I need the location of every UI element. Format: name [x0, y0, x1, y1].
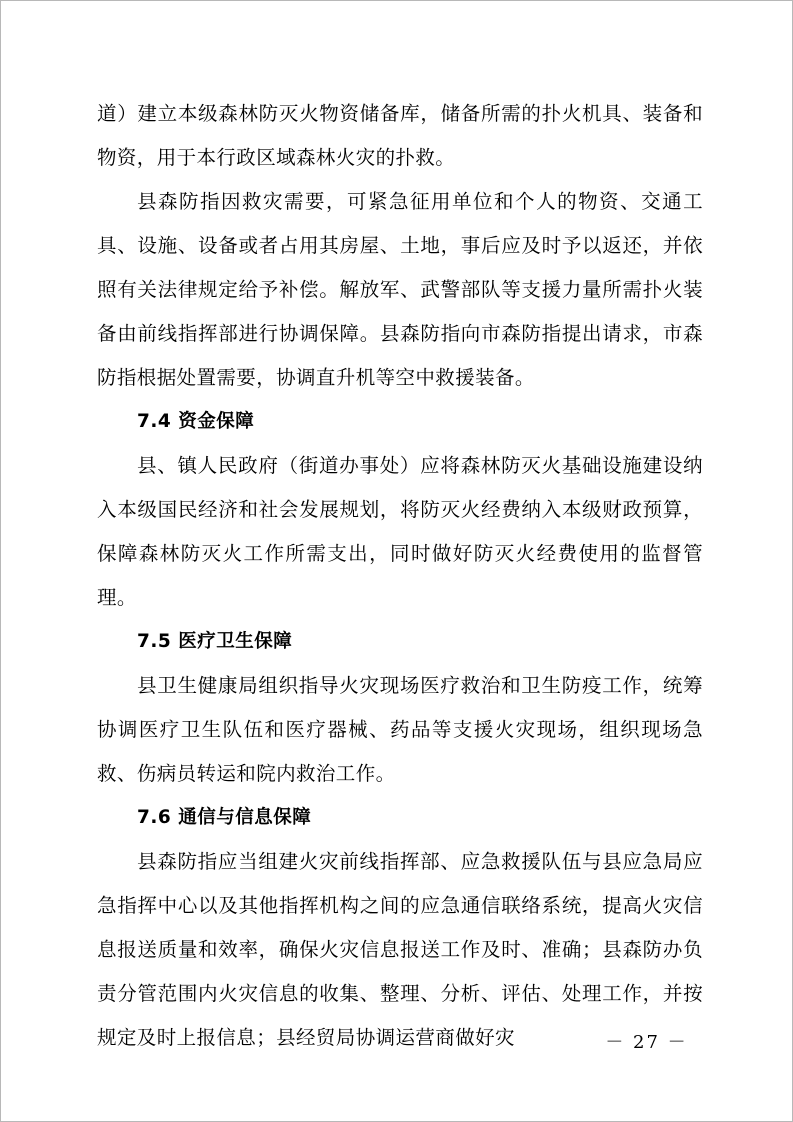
paragraph-emergency-requisition: 县森防指因救灾需要，可紧急征用单位和个人的物资、交通工具、设施、设备或者占用其房屋、土地，事后应及时予以返还，并依照有关法律规定给予补偿。解放军、武警部队等支援力量所需扑火装备由前线指挥部进行协调保障。县森防指向市森防指提出请求，市森防指根据处置需要，协调直升机等空中救援装备。 — [97, 190, 703, 389]
paragraph-continuation: 道）建立本级森林防灭火物资储备库，储备所需的扑火机具、装备和物资，用于本行政区域森林火灾的扑救。 — [97, 102, 703, 169]
heading-7-4-funding: 7.4 资金保障 — [137, 411, 255, 432]
paragraph-medical: 县卫生健康局组织指导火灾现场医疗救治和卫生防疫工作，统筹协调医疗卫生队伍和医疗器械、药品等支援火灾现场，组织现场急救、伤病员转运和院内救治工作。 — [97, 674, 703, 785]
page-number: － 27 － — [605, 1032, 688, 1053]
heading-7-6-communication: 7.6 通信与信息保障 — [137, 807, 312, 828]
paragraph-funding: 县、镇人民政府（街道办事处）应将森林防灭火基础设施建设纳入本级国民经济和社会发展规划，将防灭火经费纳入本级财政预算，保障森林防灭火工作所需支出，同时做好防灭火经费使用的监督管理。 — [97, 454, 703, 609]
heading-7-5-medical: 7.5 医疗卫生保障 — [137, 631, 293, 652]
page-footer — [0, 1028, 793, 1054]
paragraph-communication: 县森防指应当组建火灾前线指挥部、应急救援队伍与县应急局应急指挥中心以及其他指挥机构之间的应急通信联络系统，提高火灾信息报送质量和效率，确保火灾信息报送工作及时、准确；县森防办负责分管范围内火灾信息的收集、整理、分析、评估、处理工作，并按规定及时上报信息；县经贸局协调运营商做好灾 — [97, 850, 703, 1049]
page-content — [97, 92, 703, 1060]
